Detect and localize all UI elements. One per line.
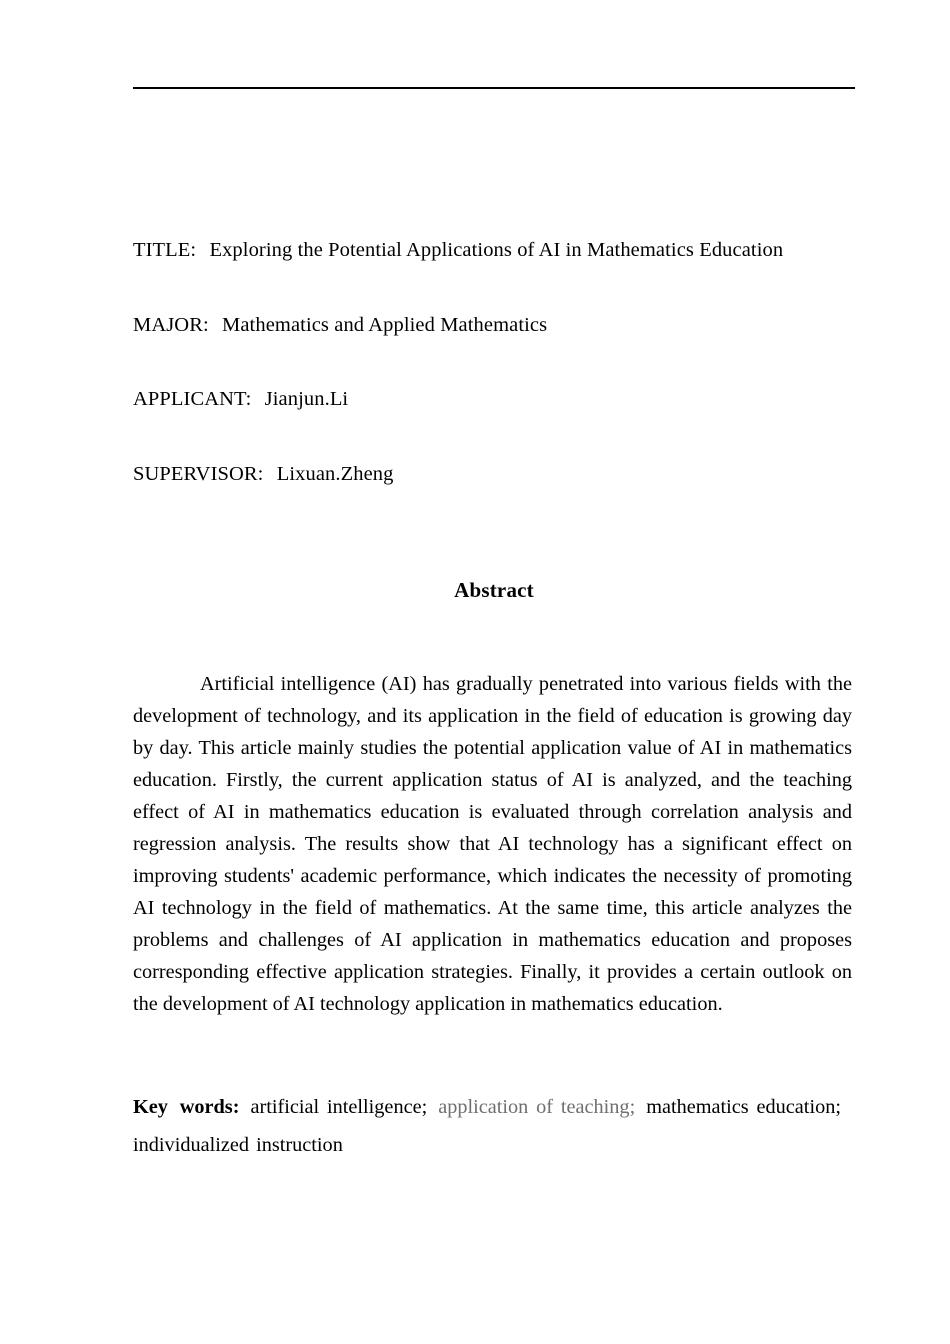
field-row-supervisor	[133, 464, 855, 485]
field-label-title: TITLE:	[133, 239, 197, 261]
keywords-block	[133, 1088, 852, 1164]
keyword-item-3: individualized instruction	[133, 1134, 343, 1156]
field-label-applicant: APPLICANT:	[133, 388, 252, 410]
field-row-major	[133, 315, 855, 336]
keyword-item-0: artificial intelligence;	[250, 1096, 428, 1118]
field-value-applicant: Jianjun.Li	[264, 388, 349, 410]
keyword-item-1: application of teaching;	[438, 1096, 636, 1118]
field-row-title	[133, 240, 855, 261]
title-fields-block	[133, 240, 855, 484]
field-row-applicant	[133, 389, 855, 410]
abstract-heading: Abstract	[454, 578, 534, 602]
field-label-supervisor: SUPERVISOR:	[133, 462, 264, 485]
keyword-item-2: mathematics education;	[646, 1096, 841, 1118]
keywords-label: Key words:	[133, 1096, 240, 1118]
field-value-major: Mathematics and Applied Mathematics	[222, 313, 548, 336]
header-divider-rule	[133, 87, 855, 89]
field-label-major: MAJOR:	[133, 313, 209, 336]
field-value-title: Exploring the Potential Applications of AI in Mathematics Education	[209, 239, 784, 261]
field-value-supervisor: Lixuan.Zheng	[276, 462, 394, 485]
abstract-body-paragraph: Artificial intelligence (AI) has gradually penetrated into various fields with the development of technology, and its application in the field of education is growing day by day. This article mainly studies the potential application value of AI in mathematics education. Firstly, the current application status of AI is analyzed, and the teaching effect of AI in mathematics education is evaluated through correlation analysis and regression analysis. The results show that AI technology has a significant effect on improving students' academic performance, which indicates the necessity of promoting AI technology in the field of mathematics. At the same time, this article analyzes the problems and challenges of AI application in mathematics education and proposes corresponding effective application strategies. Finally, it provides a certain outlook on the development of AI technology application in mathematics education.	[133, 673, 852, 1015]
